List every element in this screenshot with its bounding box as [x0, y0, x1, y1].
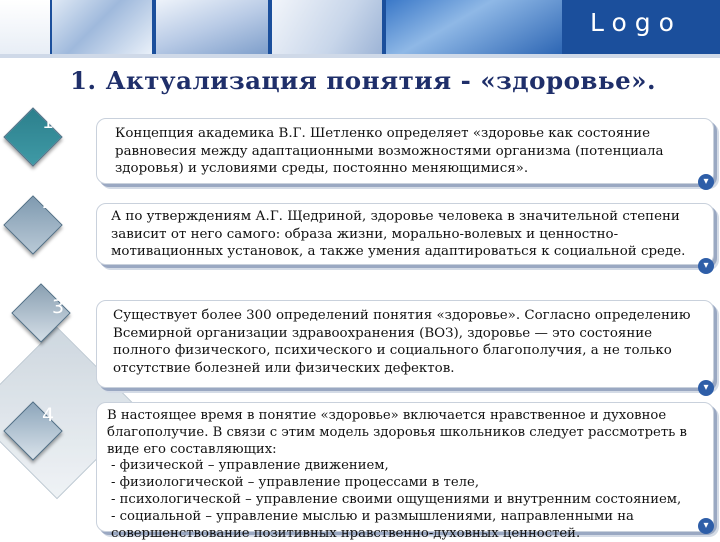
badge-number-2: 2 — [41, 191, 55, 213]
expand-arrow-icon[interactable]: ▾ — [698, 380, 714, 396]
expand-arrow-icon[interactable]: ▾ — [698, 174, 714, 190]
components-list — [97, 458, 713, 542]
expand-arrow-icon[interactable]: ▾ — [698, 518, 714, 534]
badge-number-1: 1 — [41, 111, 55, 133]
header-image-3 — [272, 0, 382, 54]
header-bar — [0, 0, 720, 54]
header-image-4 — [386, 0, 562, 54]
header-image-2 — [156, 0, 268, 54]
content-block-4 — [96, 402, 714, 541]
header-left-panel — [0, 0, 50, 54]
content-block-3 — [96, 300, 714, 388]
list-item: - физической – управление движением, — [111, 458, 389, 474]
content-block-1 — [96, 118, 714, 184]
content-block-2 — [96, 203, 714, 265]
block-4-text: В настоящее время в понятие «здоровье» включается нравственное и духовное благополучие. В связи с этим модель здоровья школьников следует рассмотреть в виде его составляющих: — [107, 408, 687, 457]
list-item: - психологической – управление своими ощущениями и внутренним состоянием, — [111, 491, 682, 507]
badge-number-3: 3 — [51, 296, 65, 318]
header-divider — [0, 54, 720, 58]
expand-arrow-icon[interactable]: ▾ — [698, 258, 714, 274]
block-2-text: А по утверждениям А.Г. Щедриной, здоровье человека в значительной степени зависит от него самого: образа жизни, морально-волевых и ценностно-мотивационных установок, а также умения адаптироваться к социальной среде. — [111, 209, 686, 259]
block-1-text: Концепция академика В.Г. Шетленко определяет «здоровье как состояние равновесия между адаптационными возможностями организма (потенциала здоровья) и условиями среды, постоянно меняющимися». — [115, 126, 664, 176]
list-item: - социальной – управление мыслью и размышлениями, направленными на совершенствование позитивных нравственно-духовных ценностей. — [111, 508, 634, 541]
logo-text: Logo — [590, 8, 682, 37]
slide-title: 1. Актуализация понятия - «здоровье». — [70, 66, 657, 95]
list-item: - физиологической – управление процессами в теле, — [111, 475, 480, 491]
badge-number-4: 4 — [41, 404, 55, 426]
header-image-1 — [52, 0, 152, 54]
block-3-text: Существует более 300 определений понятия «здоровье». Согласно определению Всемирной организации здравоохранения (ВОЗ), здоровье — это состояние полного физического, психического и социального благополучия, а не только отсутствие болезней или физических дефектов. — [113, 308, 691, 376]
